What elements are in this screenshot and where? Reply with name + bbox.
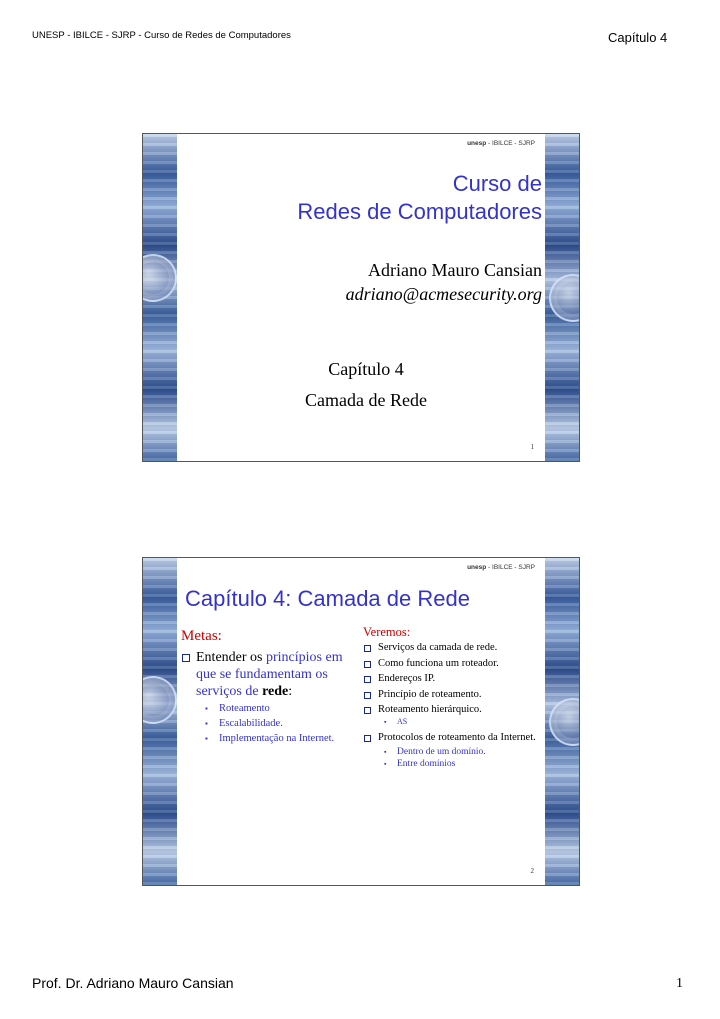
list-item: Entender os princípios em que se fundamentam os serviços de rede: <box>181 649 351 700</box>
page-number: 1 <box>676 976 683 991</box>
square-bullet-icon: ▪ <box>205 719 208 728</box>
page-footer-author: Prof. Dr. Adriano Mauro Cansian <box>32 975 234 991</box>
goals-column <box>181 628 351 747</box>
list-item: Protocolos de roteamento da Internet. <box>363 732 538 744</box>
list-subitem: ▪ Implementação na Internet. <box>205 733 335 744</box>
checkbox-bullet-icon <box>364 707 371 714</box>
list-item: Princípio de roteamento. <box>363 689 538 701</box>
goals-heading: Metas: <box>181 628 222 644</box>
checkbox-bullet-icon <box>364 692 371 699</box>
slide-1 <box>142 133 580 462</box>
list-subitem: ▪ Dentro de um domínio. <box>384 747 486 757</box>
slide-title: Capítulo 4: Camada de Rede <box>185 586 470 611</box>
square-bullet-icon: ▪ <box>384 760 387 768</box>
slide-2 <box>142 557 580 886</box>
list-subitem: ▪ AS <box>384 717 408 726</box>
chapter-label: Capítulo 4 <box>328 359 404 379</box>
list-item: Endereços IP. <box>363 673 538 685</box>
square-bullet-icon: ▪ <box>384 748 387 756</box>
checkbox-bullet-icon <box>364 676 371 683</box>
square-bullet-icon: ▪ <box>205 734 208 743</box>
checkbox-bullet-icon <box>364 735 371 742</box>
checkbox-bullet-icon <box>182 654 190 662</box>
topics-column <box>363 625 538 770</box>
square-bullet-icon: ▪ <box>384 718 387 726</box>
slide-left-decoration <box>143 558 177 885</box>
slide-institution-tag: unesp - IBILCE - SJRP <box>467 140 535 147</box>
author-email: adriano@acmesecurity.org <box>345 284 542 304</box>
author-block <box>346 258 542 306</box>
slide-institution-tag: unesp - IBILCE - SJRP <box>467 564 535 571</box>
checkbox-bullet-icon <box>364 661 371 668</box>
list-subitem: ▪ Roteamento <box>205 703 270 714</box>
list-item: Serviços da camada de rede. <box>363 642 538 654</box>
slide-number: 2 <box>530 867 534 875</box>
square-bullet-icon: ▪ <box>205 704 208 713</box>
page-header-chapter: Capítulo 4 <box>608 30 668 45</box>
chapter-block <box>143 354 579 416</box>
slide-right-decoration <box>545 558 579 885</box>
list-subitem: ▪ Escalabilidade. <box>205 718 283 729</box>
list-subitem: ▪ Entre domínios <box>384 759 456 769</box>
topics-heading: Veremos: <box>363 625 411 639</box>
author-name: Adriano Mauro Cansian <box>368 260 542 280</box>
list-item: Roteamento hierárquico. <box>363 704 538 716</box>
slide-number: 1 <box>530 443 534 451</box>
chapter-subtitle: Camada de Rede <box>305 390 427 410</box>
list-item: Como funciona um roteador. <box>363 658 538 670</box>
checkbox-bullet-icon <box>364 645 371 652</box>
slide-title: Curso de Redes de Computadores <box>297 171 542 224</box>
page-header-course: UNESP - IBILCE - SJRP - Curso de Redes de Computadores <box>32 30 291 41</box>
